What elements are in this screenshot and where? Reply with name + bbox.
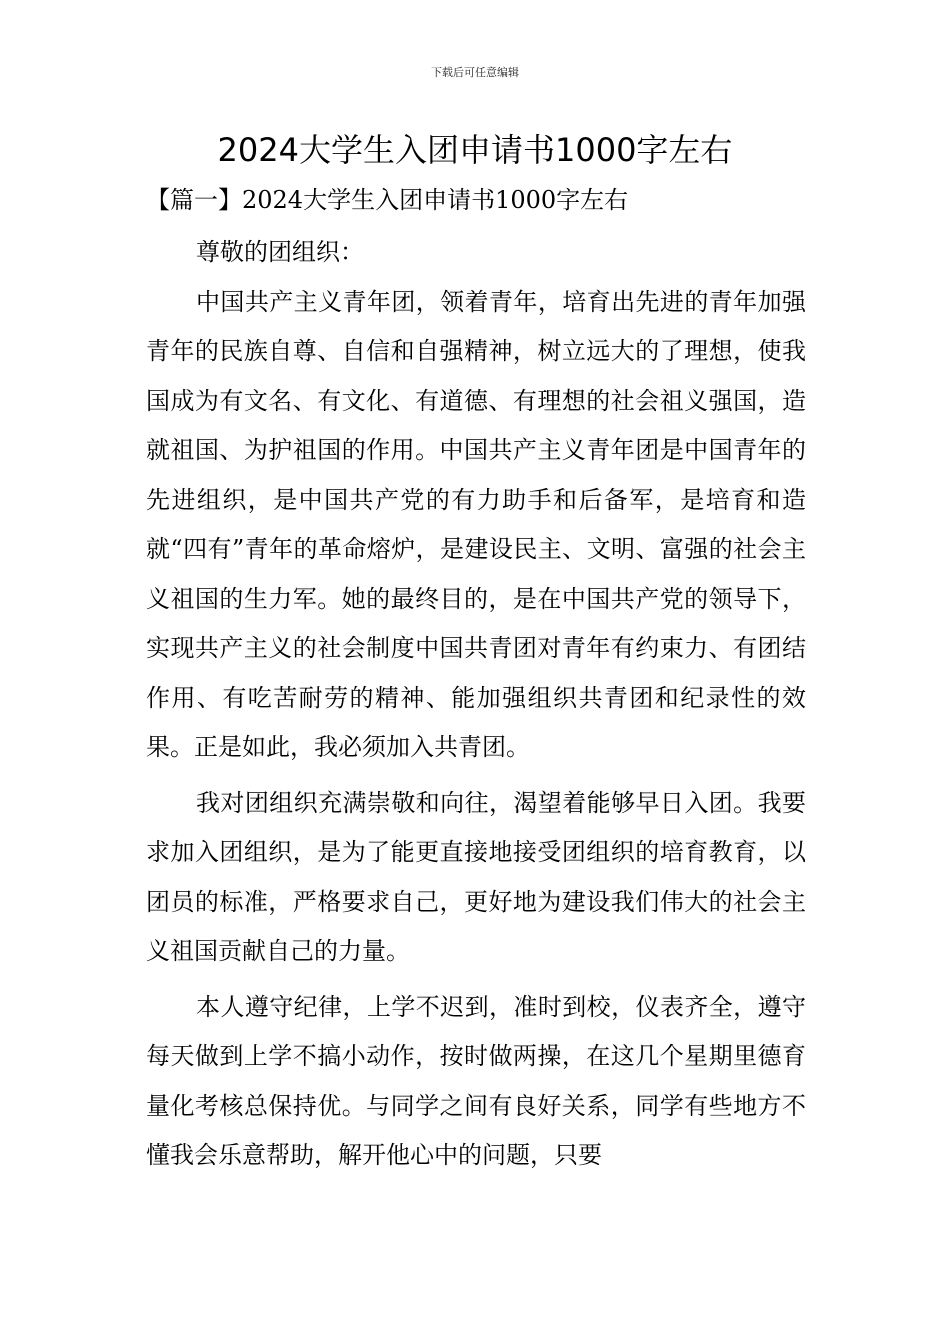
document-body: [146, 228, 806, 1181]
section-heading: 【篇一】2024大学生入团申请书1000字左右: [146, 186, 629, 214]
paragraph-2: 我对团组织充满崇敬和向往，渴望着能够早日入团。我要求加入团组织，是为了能更直接地接受团组织的培育教育，以团员的标准，严格要求自己，更好地为建设我们伟大的社会主义祖国贡献自己的力量。: [146, 788, 806, 965]
paragraph-3: 本人遵守纪律，上学不迟到，准时到校，仪表齐全，遵守每天做到上学不搞小动作，按时做两操，在这几个星期里德育量化考核总保持优。与同学之间有良好关系，同学有些地方不懂我会乐意帮助，解开他心中的问题，只要: [146, 992, 806, 1169]
document-title: 2024大学生入团申请书1000字左右: [217, 131, 733, 169]
paragraph-1: 中国共产主义青年团，领着青年，培育出先进的青年加强青年的民族自尊、自信和自强精神，树立远大的了理想，使我国成为有文名、有文化、有道德、有理想的社会祖义强国，造就祖国、为护祖国的作用。中国共产主义青年团是中国青年的先进组织，是中国共产党的有力助手和后备军，是培育和造就“四有”青年的革命熔炉，是建设民主、文明、富强的社会主义祖国的生力军。她的最终目的，是在中国共产党的领导下，实现共产主义的社会制度中国共青团对青年有约束力、有团结作用、有吃苦耐劳的精神、能加强组织共青团和纪录性的效果。正是如此，我必须加入共青团。: [146, 287, 806, 761]
salutation: 尊敬的团组织：: [196, 238, 364, 266]
page-header-note: 下载后可任意编辑: [431, 66, 519, 79]
